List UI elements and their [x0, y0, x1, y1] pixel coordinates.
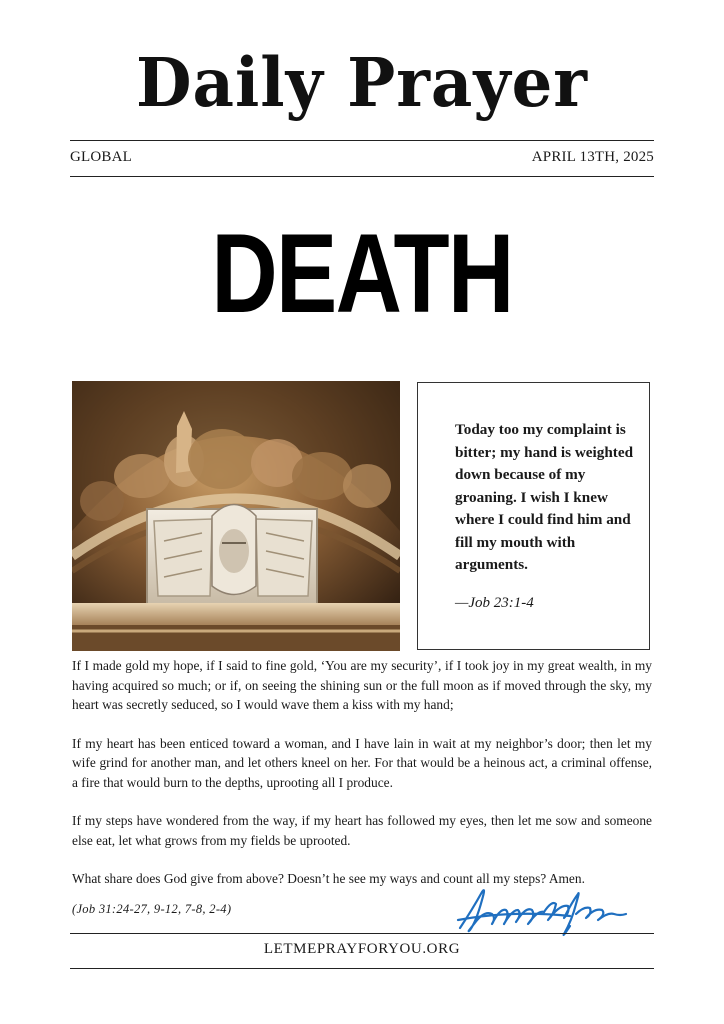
headline: DEATH: [211, 211, 513, 336]
divider-footer-top: [70, 933, 654, 934]
prayer-paragraph: If my steps have wondered from the way, if my heart has followed my eyes, then let me sow and someone else eat, let what grows from my fields be uprooted.: [72, 813, 652, 848]
scripture-reference: (Job 31:24-27, 9-12, 7-8, 2-4): [72, 902, 232, 916]
region-label: GLOBAL: [70, 149, 133, 165]
divider-top: [70, 140, 654, 141]
dateline: [70, 149, 654, 166]
pull-quote-box: [417, 382, 650, 650]
divider-footer-bottom: [70, 968, 654, 969]
divider-dateline: [70, 176, 654, 177]
prayer-paragraph: If I made gold my hope, if I said to fine gold, ‘You are my security’, if I took joy in my great wealth, in my having acquired so much; or if, on seeing the shining sun or the full moon as if moved through the sky, my heart was secretly seduced, so I would wave them a kiss with my hand;: [72, 658, 652, 712]
date-label: APRIL 13TH, 2025: [531, 149, 654, 165]
footer-url[interactable]: LETMEPRAYFORYOU.ORG: [263, 941, 461, 957]
prayer-paragraph: What share does God give from above? Doesn’t he see my ways and count all my steps? Amen.: [72, 871, 585, 886]
prayer-paragraph: If my heart has been enticed toward a woman, and I have lain in wait at my neighbor’s door; then let my wife grind for another man, and let others kneel on her. For that would be a heinous act, a criminal offense, a fire that would burn to the depths, uprooting all I produce.: [72, 735, 652, 790]
pull-quote-text: Today too my complaint is bitter; my hand is weighted down because of my groaning. I wish I knew where I could find him and fill my mouth with arguments.: [455, 421, 634, 573]
relief-photo: [72, 381, 400, 651]
pull-quote-citation: —Job 23:1-4: [455, 595, 534, 611]
masthead-title: Daily Prayer: [136, 44, 588, 123]
prayer-body: [72, 656, 652, 908]
signature-icon: [452, 880, 632, 940]
relief-photo-illustration: [72, 381, 400, 651]
